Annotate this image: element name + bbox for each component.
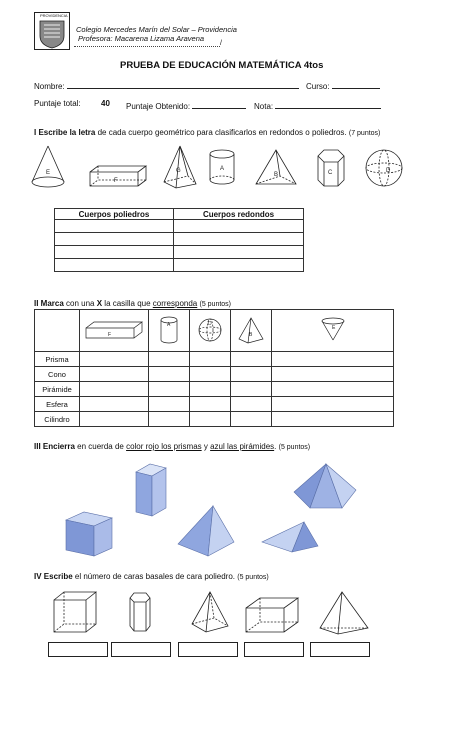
- row-label-sphere: Esfera: [35, 397, 80, 412]
- section2-underlined: corresponda: [152, 299, 198, 308]
- section4-points: (5 puntos): [237, 574, 269, 581]
- seal-text: PROVIDENCIA: [40, 13, 68, 18]
- answer-box-3[interactable]: [178, 642, 238, 657]
- score-total-label: Puntaje total:: [34, 99, 81, 108]
- section4-text: el número de caras basales de cara poliedro.: [72, 572, 236, 581]
- svg-text:E: E: [331, 324, 335, 331]
- cylinder-icon: [157, 315, 181, 345]
- grade-field[interactable]: [275, 99, 381, 109]
- mark-cell[interactable]: [149, 412, 190, 427]
- answer-box-2[interactable]: [111, 642, 171, 657]
- row-label-cone: Cono: [35, 367, 80, 382]
- cone-shape-e: [32, 146, 64, 187]
- mark-cell[interactable]: [149, 382, 190, 397]
- section1-shapes: [28, 142, 428, 194]
- triangular-pyramid-solid[interactable]: [262, 522, 318, 552]
- cylinder-shape-a: [210, 150, 234, 184]
- svg-text:F: F: [108, 331, 112, 338]
- mark-cell[interactable]: [190, 412, 231, 427]
- mark-cell[interactable]: [149, 397, 190, 412]
- answer-box-4[interactable]: [244, 642, 304, 657]
- pyramid-icon: [236, 315, 266, 345]
- score-obtained-field[interactable]: [192, 99, 246, 109]
- score-total-value: 40: [101, 99, 110, 108]
- square-pyramid-solid[interactable]: [178, 506, 234, 556]
- svg-text:D: D: [208, 320, 212, 327]
- table-cell[interactable]: [174, 246, 304, 259]
- shape-header-a: [149, 310, 190, 352]
- square-pyramid-outline: [192, 592, 228, 632]
- shape-header-b: [231, 310, 272, 352]
- cone-icon: [318, 315, 348, 345]
- section3-blue-text: azul las pirámides: [210, 442, 275, 451]
- prism-icon: [82, 318, 146, 342]
- section3-red-text: color rojo los prismas: [126, 442, 202, 451]
- grade-row: [254, 99, 381, 111]
- row-label-pyramid: Pirámide: [35, 382, 80, 397]
- shape-header-f: [80, 310, 149, 352]
- section2-x: X: [96, 299, 103, 308]
- section4-instruction: [34, 572, 269, 581]
- mark-cell[interactable]: [231, 412, 272, 427]
- shape-letter-b: B: [274, 172, 279, 178]
- cube-outline: [54, 592, 96, 632]
- prism-shape-f: [90, 166, 146, 186]
- mark-cell[interactable]: [272, 352, 394, 367]
- row-label-prism: Prisma: [35, 352, 80, 367]
- table-cell[interactable]: [55, 233, 174, 246]
- section3-instruction: [34, 442, 310, 451]
- rect-prism-outline: [246, 598, 298, 632]
- mark-cell[interactable]: [80, 352, 149, 367]
- answer-box-5[interactable]: [310, 642, 370, 657]
- mark-cell[interactable]: [190, 382, 231, 397]
- teacher-name: Profesora: Macarena Lizama Aravena: [78, 34, 205, 43]
- shape-letter-f: F: [114, 178, 118, 184]
- mark-cell[interactable]: [231, 382, 272, 397]
- cube-solid[interactable]: [66, 512, 112, 556]
- section1-points: (7 puntos): [348, 130, 381, 137]
- score-obtained-row: [126, 99, 246, 111]
- mark-cell[interactable]: [272, 382, 394, 397]
- mark-cell[interactable]: [272, 397, 394, 412]
- mark-cell[interactable]: [231, 352, 272, 367]
- answer-box-1[interactable]: [48, 642, 108, 657]
- section2-text-1: con una: [63, 299, 97, 308]
- section2-points: (5 puntos): [199, 301, 232, 308]
- mark-cell[interactable]: [80, 382, 149, 397]
- classification-table: [54, 208, 304, 272]
- school-seal: [34, 12, 70, 50]
- mark-cell[interactable]: [272, 412, 394, 427]
- mark-cell[interactable]: [190, 367, 231, 382]
- table-cell[interactable]: [55, 246, 174, 259]
- grade-label: Nota:: [254, 102, 274, 111]
- table-cell[interactable]: [174, 220, 304, 233]
- section1-lead: I Escribe la letra: [34, 128, 96, 137]
- corner-cell: [35, 310, 80, 352]
- section3-points: (5 puntos): [278, 444, 311, 451]
- shape-header-e: [272, 310, 394, 352]
- svg-text:A: A: [167, 321, 171, 328]
- svg-text:B: B: [249, 331, 253, 338]
- pyramid-shape-b: [256, 150, 296, 184]
- section3-lead: III Encierra: [34, 442, 75, 451]
- section4-shapes: [46, 588, 386, 636]
- mark-cell[interactable]: [80, 412, 149, 427]
- pyramid-shape-g: [164, 146, 196, 188]
- tall-prism-solid[interactable]: [136, 464, 166, 516]
- triangular-pyramid-outline: [320, 592, 368, 634]
- section1-instruction: [34, 128, 444, 137]
- prism-shape-c: [318, 150, 344, 186]
- header-slash: /: [220, 40, 222, 47]
- shape-letter-g: G: [176, 168, 181, 174]
- mark-cell[interactable]: [80, 397, 149, 412]
- name-label: Nombre:: [34, 82, 65, 91]
- section3-solids: [56, 456, 406, 568]
- page-title: PRUEBA DE EDUCACIÓN MATEMÁTICA 4tos: [120, 60, 324, 71]
- hexagonal-pyramid-solid[interactable]: [294, 464, 356, 508]
- header-polyhedra: Cuerpos poliedros: [55, 209, 174, 220]
- mark-cell[interactable]: [272, 367, 394, 382]
- mark-cell[interactable]: [80, 367, 149, 382]
- shape-letter-a: A: [220, 166, 225, 172]
- shape-letter-d: D: [386, 168, 391, 174]
- table-cell[interactable]: [55, 259, 174, 272]
- section3-text-1: en cuerda de: [74, 442, 127, 451]
- mark-cell[interactable]: [149, 352, 190, 367]
- name-field[interactable]: [67, 79, 299, 89]
- header-round: Cuerpos redondos: [174, 209, 304, 220]
- section1-text: de cada cuerpo geométrico para clasificarlos en redondos o poliedros.: [95, 128, 347, 137]
- shape-header-d: [190, 310, 231, 352]
- section2-text-2: la casilla que: [102, 299, 153, 308]
- header-rule: [74, 46, 220, 47]
- table-cell[interactable]: [174, 233, 304, 246]
- marking-table: [34, 309, 394, 427]
- name-row: [34, 79, 299, 91]
- section2-instruction: [34, 299, 231, 308]
- table-cell[interactable]: [174, 259, 304, 272]
- section2-lead: II Marca: [34, 299, 64, 308]
- sphere-shape-d: [366, 150, 402, 186]
- section4-lead: IV Escribe: [34, 572, 73, 581]
- section3-text-2: y: [201, 442, 211, 451]
- score-obtained-label: Puntaje Obtenido:: [126, 102, 191, 111]
- mark-cell[interactable]: [190, 352, 231, 367]
- hex-prism-outline: [130, 593, 150, 631]
- shape-letter-c: C: [328, 170, 333, 176]
- school-name: Colegio Mercedes Marín del Solar – Providencia: [76, 25, 237, 34]
- table-cell[interactable]: [55, 220, 174, 233]
- mark-cell[interactable]: [231, 397, 272, 412]
- course-row: [306, 79, 380, 91]
- course-label: Curso:: [306, 82, 330, 91]
- course-field[interactable]: [332, 79, 380, 89]
- sphere-icon: [196, 316, 224, 344]
- mark-cell[interactable]: [149, 367, 190, 382]
- section3-end: .: [274, 442, 277, 451]
- mark-cell[interactable]: [231, 367, 272, 382]
- shape-letter-e: E: [46, 170, 51, 176]
- mark-cell[interactable]: [190, 397, 231, 412]
- row-label-cylinder: Cilindro: [35, 412, 80, 427]
